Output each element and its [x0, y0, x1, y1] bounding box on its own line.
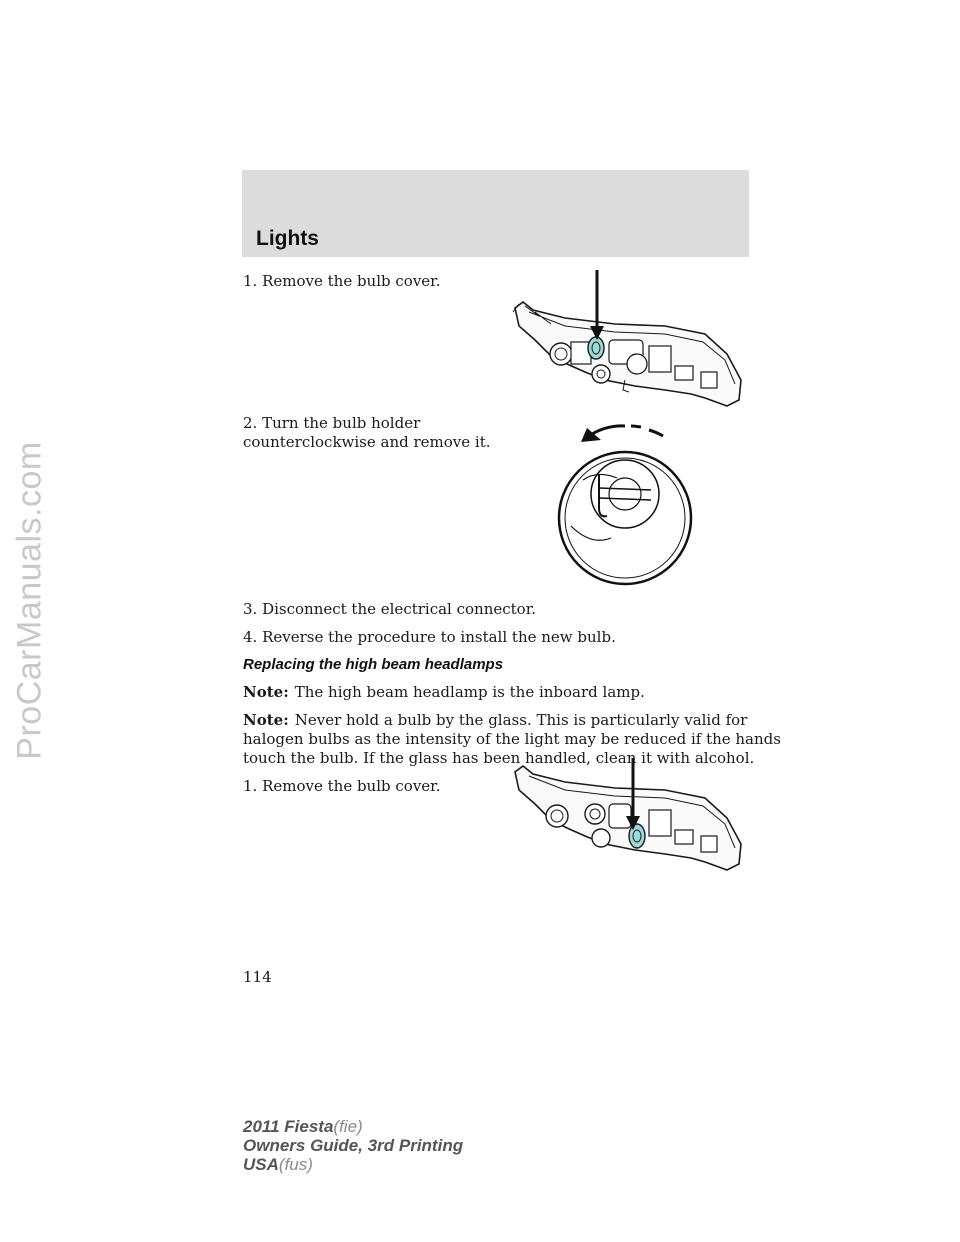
step-disconnect-connector: 3. Disconnect the electrical connector.	[243, 600, 536, 618]
step-reverse-procedure: 4. Reverse the procedure to install the new bulb.	[243, 628, 616, 646]
headlamp-figure-low-beam	[505, 268, 750, 413]
note-text: Never hold a bulb by the glass. This is particularly valid for	[294, 711, 748, 729]
footer-market-code: (fus)	[278, 1155, 313, 1174]
note-label: Note:	[243, 683, 289, 701]
step-turn-holder-line2: counterclockwise and remove it.	[243, 433, 491, 451]
step-remove-cover: 1. Remove the bulb cover.	[243, 272, 441, 290]
footer-model-code: (fie)	[333, 1117, 363, 1136]
watermark-text: ProCarManuals.com	[10, 440, 49, 760]
bulb-holder-figure	[545, 418, 705, 588]
footer-guide: Owners Guide, 3rd Printing	[243, 1136, 464, 1155]
document-footer	[243, 1117, 463, 1174]
note-glass-line2: halogen bulbs as the intensity of the light may be reduced if the hands	[243, 730, 781, 748]
footer-model: 2011 Fiesta	[243, 1117, 334, 1136]
note-glass-line1	[243, 711, 747, 730]
step-remove-cover-high-beam: 1. Remove the bulb cover.	[243, 777, 441, 795]
step-turn-holder-line1: 2. Turn the bulb holder	[243, 414, 421, 432]
footer-market: USA	[243, 1155, 279, 1174]
page-number: 114	[243, 968, 272, 986]
watermark	[0, 320, 60, 880]
note-inboard-lamp	[243, 683, 645, 702]
section-header	[242, 170, 749, 257]
note-label: Note:	[243, 711, 289, 729]
headlamp-figure-high-beam	[505, 756, 750, 876]
section-title: Lights	[256, 227, 319, 250]
note-text: The high beam headlamp is the inboard lamp.	[294, 683, 645, 701]
note-glass-line3: touch the bulb. If the glass has been handled, clean it with alcohol.	[243, 749, 755, 767]
footer-model-line	[243, 1117, 463, 1136]
footer-market-line	[243, 1155, 463, 1174]
high-beam-heading: Replacing the high beam headlamps	[243, 656, 504, 673]
footer-guide-line	[243, 1136, 463, 1155]
